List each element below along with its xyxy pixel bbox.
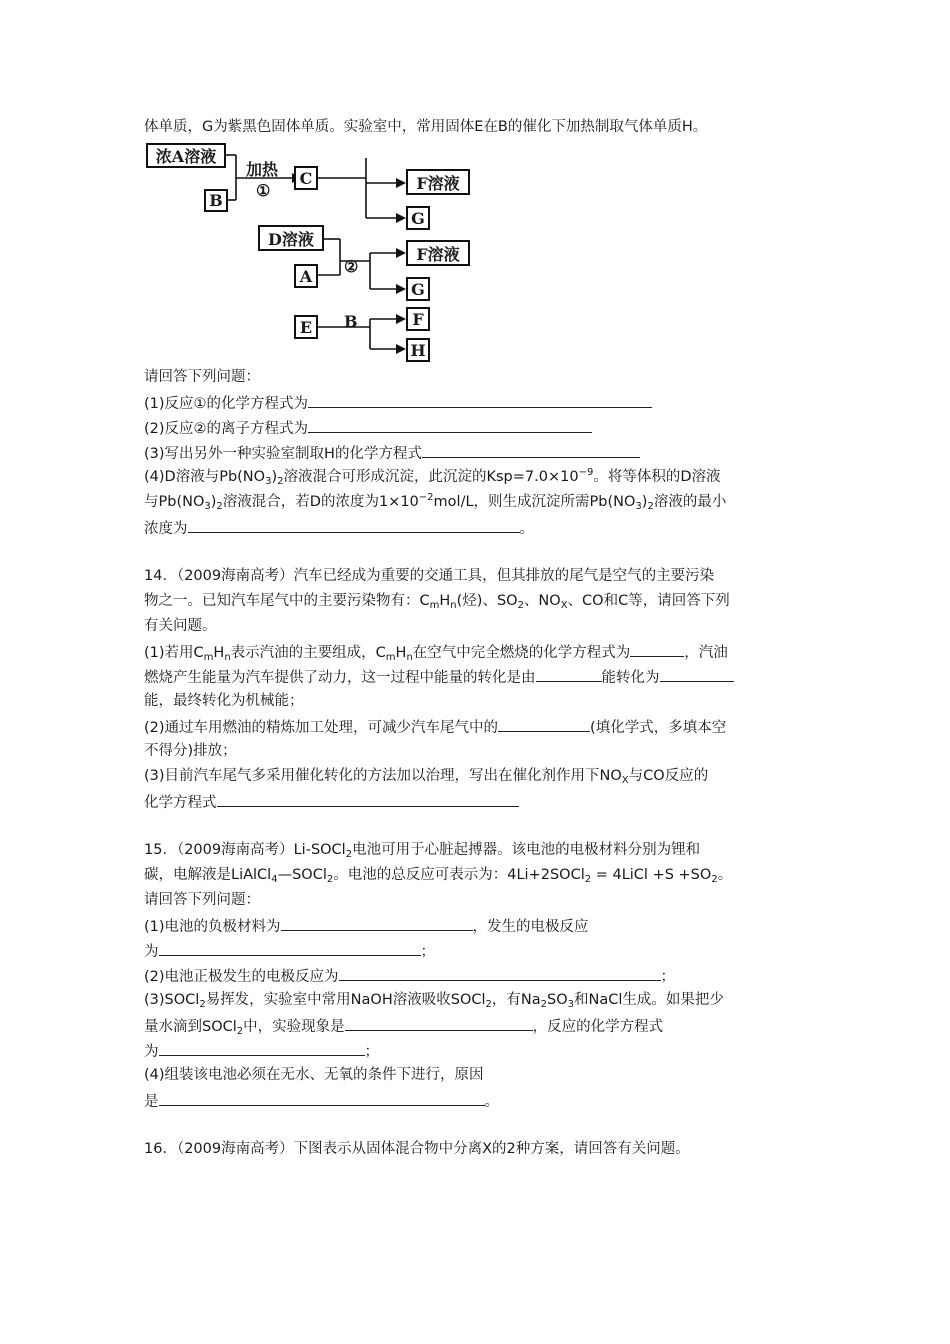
q16-line1: 16．（2009海南高考）下图表示从固体混合物中分离X的2种方案，请回答有关问题。 (144, 1141, 690, 1157)
box-b: B (204, 189, 228, 212)
box-f: F (406, 307, 430, 331)
q15-prompt: 请回答下列问题： (144, 892, 260, 908)
q15-anode-reaction-blank[interactable] (159, 940, 421, 956)
q14-part2-line2: 不得分)排放； (144, 743, 237, 759)
q14-line3: 有关问题。 (144, 618, 217, 634)
q13-part4-line2: 与$Pb(NO_3)_2$溶液混合，若D的浓度为$1\times 10^{-2}mol/L$，则生成沉淀所需$Pb(NO_3)_2$溶液的最小 (144, 492, 727, 512)
q14-equation-blank[interactable] (630, 641, 684, 657)
q15-anode-material-blank[interactable] (281, 915, 473, 931)
q15-part4-line1: (4)组装该电池必须在无水、无氧的条件下进行，原因 (144, 1067, 484, 1083)
q15-hydrolysis-equation-blank[interactable] (159, 1040, 365, 1056)
box-a: A (294, 264, 318, 288)
q14-line2: 物之一。已知汽车尾气中的主要污染物有：$C_mH_n$(烃)、$SO_2$、$NO_X$、CO和C等，请回答下列 (144, 593, 730, 611)
q13-part1-blank[interactable] (308, 392, 652, 408)
q15-phenomenon-blank[interactable] (345, 1015, 533, 1031)
label-reaction-1: ① (256, 181, 271, 200)
q15-part3-line2: 量水滴到SOCl$_2$中，实验现象是 ，反应的化学方程式 (144, 1015, 663, 1037)
label-catalyst-b: B (344, 312, 358, 331)
q13-part4-line3: 浓度为 。 (144, 517, 534, 539)
q15-line1: 15．（2009海南高考）Li-SOCl$_2$电池可用于心脏起搏器。该电池的电极材料分别为锂和 (144, 842, 701, 860)
label-heat: 加热 (246, 160, 279, 179)
q15-part1-line1: (1)电池的负极材料为 ，发生的电极反应 (144, 915, 589, 937)
box-d-solution: D溶液 (258, 225, 324, 251)
box-h: H (406, 338, 430, 362)
q15-line2: 碳，电解液是LiAlCl$_4$—SOCl$_2$。电池的总反应可表示为：4Li+2SOCl$_2$ = 4LiCl $+S +SO_2$。 (144, 867, 733, 885)
q13-prompt: 请回答下列问题： (144, 369, 260, 385)
q15-part1-line2: 为 ； (144, 940, 435, 962)
q14-part1-line1: (1)若用$C_mH_n$表示汽油的主要组成，$C_mH_n$在空气中完全燃烧的化学方程式为 ，汽油 (144, 641, 728, 663)
q13-part2-blank[interactable] (308, 417, 592, 433)
q13-part1: (1)反应①的化学方程式为 (144, 392, 652, 414)
box-f-solution-1: F溶液 (406, 169, 470, 195)
box-g-2: G (406, 277, 430, 301)
box-c: C (294, 166, 318, 190)
q13-part4-line1: (4)D溶液与$Pb(NO_3)_2$溶液混合可形成沉淀，此沉淀的$Ksp=7.0\times 10^{-9}$。将等体积的D溶液 (144, 467, 721, 487)
q14-pollutant-blank[interactable] (498, 716, 590, 732)
q14-part3-line1: (3)目前汽车尾气多采用催化转化的方法加以治理，写出在催化剂作用下$NO_X$与CO反应的 (144, 768, 709, 786)
box-g-1: G (406, 206, 430, 230)
q15-cathode-reaction-blank[interactable] (339, 965, 661, 981)
q13-part4-blank[interactable] (188, 517, 520, 533)
reaction-diagram (144, 143, 474, 365)
q13-part2: (2)反应②的离子方程式为 (144, 417, 592, 439)
q15-reason-blank[interactable] (159, 1090, 485, 1106)
q14-energy-from-blank[interactable] (536, 666, 602, 682)
q14-part1-line3: 能，最终转化为机械能； (144, 693, 304, 709)
q14-part1-line2: 燃烧产生能量为汽车提供了动力，这一过程中能量的转化是由 能转化为 (144, 666, 734, 688)
q15-part3-line3: 为 ； (144, 1040, 379, 1062)
q14-part2-line1: (2)通过车用燃油的精炼加工处理，可减少汽车尾气中的 (填化学式，多填本空 (144, 716, 726, 738)
q13-part3: (3)写出另外一种实验室制取H的化学方程式 (144, 442, 640, 464)
q15-part4-line2: 是 。 (144, 1090, 499, 1112)
box-e: E (294, 315, 318, 339)
q15-part2: (2)电池正极发生的电极反应为 ； (144, 965, 675, 987)
q14-energy-to-blank[interactable] (660, 666, 734, 682)
q15-part3-line1: (3)SOCl$_2$易挥发，实验室中常用NaOH溶液吸收SOCl$_2$，有$Na_2SO_3$和NaCl生成。如果把少 (144, 992, 724, 1010)
label-reaction-2: ② (344, 257, 359, 276)
q14-line1: 14．（2009海南高考）汽车已经成为重要的交通工具，但其排放的尾气是空气的主要污染 (144, 568, 715, 584)
q13-part3-blank[interactable] (422, 442, 640, 458)
box-f-solution-2: F溶液 (406, 240, 470, 266)
intro-text: 体单质，G为紫黑色固体单质。实验室中，常用固体E在B的催化下加热制取气体单质H。 (144, 119, 708, 135)
q14-part3-line2: 化学方程式 (144, 791, 519, 813)
box-conc-a-solution: 浓A溶液 (146, 143, 226, 168)
q14-catalyst-equation-blank[interactable] (217, 791, 519, 807)
